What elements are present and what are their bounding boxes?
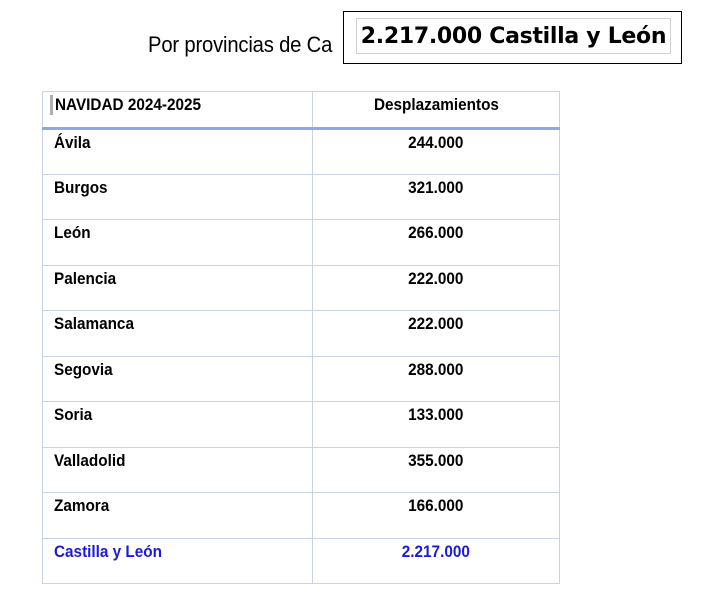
province-cell: Segovia: [43, 356, 313, 402]
total-value-cell: 2.217.000: [313, 538, 560, 584]
value-cell: 133.000: [313, 402, 560, 448]
value-cell: 166.000: [313, 493, 560, 539]
total-callout-box: [343, 11, 682, 64]
table-row: [43, 493, 560, 539]
table-row: [43, 356, 560, 402]
province-cell: Soria: [43, 402, 313, 448]
province-cell: León: [43, 220, 313, 266]
provinces-table: [42, 91, 560, 584]
province-cell: Salamanca: [43, 311, 313, 357]
value-cell: 266.000: [313, 220, 560, 266]
province-cell: Palencia: [43, 265, 313, 311]
table-row: [43, 129, 560, 175]
province-cell: Ávila: [43, 129, 313, 175]
value-cell: 355.000: [313, 447, 560, 493]
province-cell: Zamora: [43, 493, 313, 539]
header-period: NAVIDAD 2024-2025: [43, 92, 313, 129]
header-trips: Desplazamientos: [313, 92, 560, 129]
value-cell: 222.000: [313, 265, 560, 311]
total-callout-inner: [356, 18, 671, 54]
subtitle: Por provincias de Ca: [148, 32, 333, 57]
value-cell: 321.000: [313, 174, 560, 220]
province-cell: Burgos: [43, 174, 313, 220]
value-cell: 222.000: [313, 311, 560, 357]
total-callout-text: 2.217.000 Castilla y León: [360, 23, 667, 49]
table-total-row: [43, 538, 560, 584]
table-row: [43, 402, 560, 448]
table-row: [43, 265, 560, 311]
table-row: [43, 311, 560, 357]
table-row: [43, 220, 560, 266]
table-header-row: [43, 92, 560, 129]
province-cell: Valladolid: [43, 447, 313, 493]
value-cell: 244.000: [313, 129, 560, 175]
text-cursor-marker: [50, 95, 53, 115]
total-label-cell: Castilla y León: [43, 538, 313, 584]
table-row: [43, 447, 560, 493]
table-row: [43, 174, 560, 220]
value-cell: 288.000: [313, 356, 560, 402]
